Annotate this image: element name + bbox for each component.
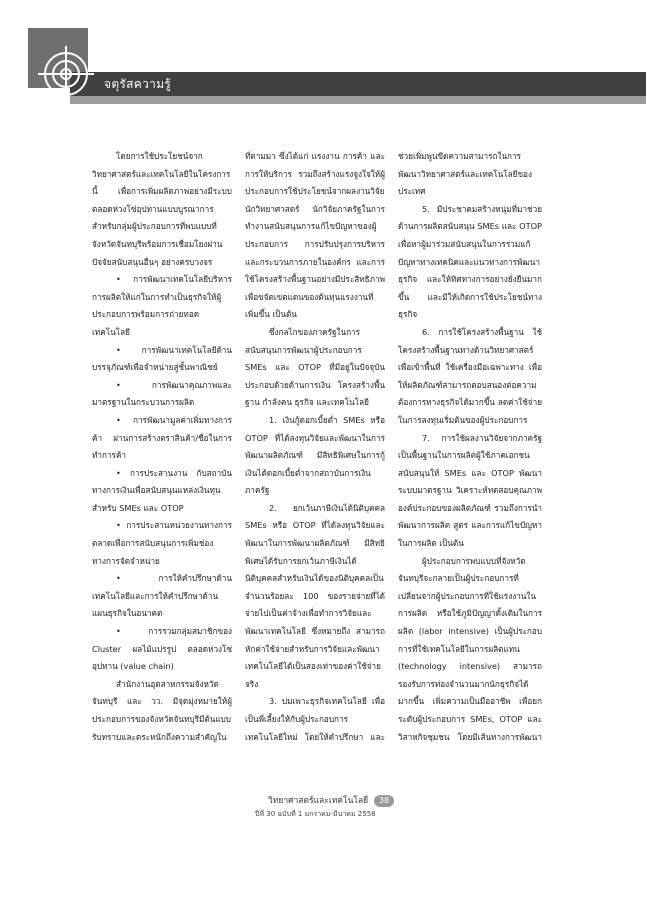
numbered-item: 1. เงินกู้ดอกเบี้ยต่ำ SMEs หรือ OTOP ที่ได้ลงทุนวิจัยและพัฒนาในการพัฒนาผลิตภัณฑ์ มีสิทธิพิเศษในการกู้เงินได้ดอกเบี้ยต่ำจากสถาบันการเงินภาครัฐ (245, 414, 385, 496)
bullet-item: • การประสานหน่วยงานทางการตลาดเพื่อการสนับสนุนการเพิ่มช่องทางการจัดจำหน่าย (92, 520, 232, 566)
numbered-item: 7. การใช้ผลงานวิจัยจากภาครัฐ เป็นพื้นฐานในการผลิตผู้ใช้ภาคเอกชนสนับสนุนให้ SMEs และ OTOP พัฒนาระบบมาตรฐาน วิเคราะห์ทดสอบคุณภาพองค์ประกอบของผลิตภัณฑ์ รวมถึงการนำพัฒนาการผลิต สูตร และการแก้ไขปัญหาในการผลิต เป็นต้น (398, 432, 542, 549)
numbered-item: 2. ยกเว้นภาษีเงินได้นิติบุคคล SMEs หรือ OTOP ที่ได้ลงทุนวิจัยและพัฒนาในการพัฒนาผลิตภัณฑ์ มีสิทธิพิเศษได้รับการยกเว้นภาษีเงินได้นิติบุคคลสำหรับเงินได้ของนิติบุคคลเป็นจำนวนร้อยละ 100 ของรายจ่ายที่ได้จ่ายไปเป็นค่าจ้างเพื่อทำการวิจัยและพัฒนาเทคโนโลยี ซึ่งหมายถึง สามารถหักค่าใช้จ่ายสำหรับการวิจัยและพัฒนาเทคโนโลยีได้เป็นสองเท่าของค่าใช้จ่ายจริง (245, 502, 385, 689)
magazine-name: วิทยาศาสตร์และเทคโนโลยี (268, 796, 369, 806)
paragraph: ซึ่งกลไกของภาครัฐในการสนับสนุนการพัฒนาผู้ประกอบการ SMEs และ OTOP ที่มีอยู่ในปัจจุบันประกอบด้วยด้านการเงิน โครงสร้างพื้นฐาน กำลังคน ธุรกิจ และเทคโนโลยี (245, 326, 385, 408)
bullet-item: • การพัฒนาเทคโนโลยีด้านบรรจุภัณฑ์เพื่อจำหน่ายสู่ชั้นพาณิชย์ (92, 344, 232, 373)
numbered-item: 3. บ่มเพาะธุรกิจเทคโนโลยี เพื่อเป็นพี่เลี้ยงให้กับผู้ประกอบการเทคโนโลยีใหม่ โดยให้คำปรึกษา และ (245, 696, 385, 742)
paragraph: ผู้ประกอบการพบแบบที่จังหวัดจันทบุรีจะกลายเป็นผู้ประกอบการที่เปลี่ยนจากผู้ประกอบการที่ใช้แรงงานในการผลิต หรือใช้ภูมิปัญญาดั้งเดิมในการผลิต (labor intensive) เป็นผู้ประกอบการที่ใช้เทคโนโลยีในการผลิตแทน (technology intensive) สามารถรองรับการท่องจำนวนมากนักธุรกิจได้มากขึ้น เพิ่มความเป็นมืออาชีพ เพื่อยกระดับผู้ประกอบการ SMEs, OTOP และวิสาหกิจชุมชน โดยมีเส้นทางการพัฒนา (398, 555, 542, 742)
bullet-item: • การพัฒนามูลค่าเพิ่มทางการค้า ผ่านการสร้างตราสินค้า/ชื่อในการทำการค้า (92, 414, 232, 461)
bullet-item: • การพัฒนาเทคโนโลยีบริหารการผลิตให้แก่ในการทำเป็นธุรกิจให้ผู้ประกอบการพร้อมการถ่ายทอดเทคโนโลยี (92, 274, 232, 337)
bullet-item: • การพัฒนาคุณภาพและมาตรฐานในกระบวนการผลิต (92, 379, 232, 408)
paragraph: ที่ตามมา ซึ่งได้แก่ แรงงาน การค้า และการให้บริการ รวมถึงสร้างแรงจูงใจให้ผู้ประกอบการใช้ประโยชน์จากผลงานวิจัย นักวิทยาศาสตร์ นักวิจัยภาครัฐในการทำงานสนับสนุนการแก้ไขปัญหาของผู้ประกอบการ การปรับปรุงการบริหารและกระบวนการภายในองค์กร และการใช้โครงสร้างพื้นฐานอย่างมีประสิทธิภาพ เพื่อขจัดเขตแดนของต้นทุนแรงงานที่เพิ่มขึ้น เป็นต้น (245, 151, 385, 320)
page-number: 38 (374, 795, 394, 807)
crosshair-icon (40, 48, 92, 100)
paragraph: สำนักงานอุตสาหกรรมจังหวัดจันทบุรี และ วว. มีจุดมุ่งหมายให้ผู้ประกอบการของจังหวัดจันทบุรีมีต้นแบบ รับทราบและตระหนักถึงความสำคัญใน (92, 678, 232, 742)
section-title: จตุรัสความรู้ (104, 77, 172, 91)
bullet-item: • การรวมกลุ่มสมาชิกของ Cluster ผลไม้แปรรูป ตลอดห่วงโซ่อุปทาน (value chain) (92, 626, 232, 672)
numbered-item: 5. มีประชาคมสร้างหนุ่มที่มาช่วยด้านการผลิตสนับสนุน SMEs และ OTOP เพื่อหาผู้มาร่วมสนับสนุนในการร่วมแก้ปัญหาทางเทคนิคและแนวทางการพัฒนาธุรกิจ และให้ทิศทางการอย่างยั่งยืนมากขึ้น และมีให้เกิดการใช้ประโยชน์ทางธุรกิจ (398, 203, 542, 320)
bullet-item: • การประสานงาน กับสถาบันทางการเงินเพื่อสนับสนุนแหล่งเงินทุนสำหรับ SMEs และ OTOP (92, 467, 232, 513)
text-column-3 (398, 148, 542, 748)
paragraph: ช่วยเพิ่มพูนขีดความสามารถในการพัฒนาวิทยาศาสตร์และเทคโนโลยีของประเทศ (398, 151, 532, 197)
bullet-item: • การให้คำปรึกษาด้านเทคโนโลยีและการให้คำปรึกษาด้านแผนธุรกิจในอนาคต (92, 573, 232, 619)
text-column-2 (245, 148, 385, 748)
numbered-item: 6. การใช้โครงสร้างพื้นฐาน ใช้โครงสร้างพื้นฐานทางด้านวิทยาศาสตร์ เพื่อเข้าพื้นที่ ใช้เครื่องมือเฉพาะทาง เพื่อให้ผลิตภัณฑ์สามารถตอบสนองต่อความต้องการทางธุรกิจได้มากขึ้น ลดค่าใช้จ่ายในการลงทุนเริ่มต้นของผู้ประกอบการ (398, 326, 542, 425)
paragraph: โดยการใช้ประโยชน์จากวิทยาศาสตร์และเทคโนโลยีในโครงการนี้ เพื่อการเพิ่มผลิตภาพอย่างมีระบบตลอดห่วงโซ่อุปทานแบบบูรณาการสำหรับกลุ่มผู้ประกอบการที่พบแบบที่จังหวัดจันทบุรีพร้อมการเชื่อมโยงผ่านปัจจัยสนับสนุนอื่นๆ อย่างครบวงจร (92, 151, 232, 267)
footer-magazine (268, 793, 468, 807)
section-header-underline (70, 96, 646, 104)
footer-issue: ปีที่ 30 ฉบับที่ 1 มกราคม-มีนาคม 2558 (255, 810, 376, 818)
text-column-1 (92, 148, 232, 748)
